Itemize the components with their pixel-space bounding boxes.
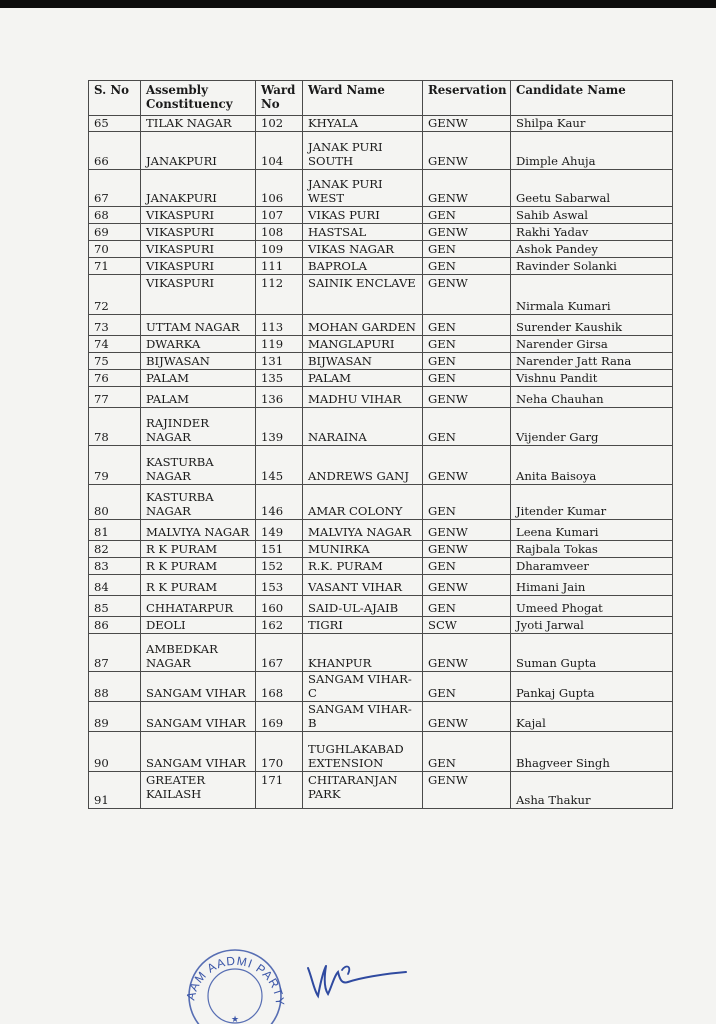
cell-sno: 74 bbox=[89, 336, 141, 353]
cell-candidate: Dharamveer bbox=[511, 558, 673, 575]
cell-ward-no: 152 bbox=[256, 558, 303, 575]
cell-reservation: GEN bbox=[423, 558, 511, 575]
cell-ac: VIKASPURI bbox=[141, 207, 256, 224]
cell-ac: VIKASPURI bbox=[141, 224, 256, 241]
cell-ac: JANAKPURI bbox=[141, 170, 256, 207]
cell-sno: 91 bbox=[89, 772, 141, 809]
cell-sno: 88 bbox=[89, 672, 141, 702]
header-ward-name: Ward Name bbox=[303, 81, 423, 116]
table-row bbox=[89, 634, 673, 672]
cell-candidate: Dimple Ahuja bbox=[511, 132, 673, 170]
header-assembly-constituency: Assembly Constituency bbox=[141, 81, 256, 116]
table-row bbox=[89, 353, 673, 370]
cell-candidate: Vishnu Pandit bbox=[511, 370, 673, 387]
cell-ward-no: 160 bbox=[256, 596, 303, 617]
footer-stamp-area bbox=[180, 944, 440, 1024]
table-row bbox=[89, 732, 673, 772]
cell-reservation: GENW bbox=[423, 575, 511, 596]
cell-ward-no: 111 bbox=[256, 258, 303, 275]
cell-ward-no: 113 bbox=[256, 315, 303, 336]
cell-reservation: GEN bbox=[423, 258, 511, 275]
cell-reservation: GEN bbox=[423, 336, 511, 353]
cell-ward-name: SAID-UL-AJAIB bbox=[303, 596, 423, 617]
table-row bbox=[89, 446, 673, 485]
cell-ward-name: NARAINA bbox=[303, 408, 423, 446]
table-row bbox=[89, 170, 673, 207]
table-row bbox=[89, 575, 673, 596]
cell-candidate: Rajbala Tokas bbox=[511, 541, 673, 558]
cell-reservation: GENW bbox=[423, 132, 511, 170]
cell-ward-no: 149 bbox=[256, 520, 303, 541]
cell-ward-name: MUNIRKA bbox=[303, 541, 423, 558]
table-row bbox=[89, 241, 673, 258]
cell-reservation: GENW bbox=[423, 520, 511, 541]
cell-sno: 84 bbox=[89, 575, 141, 596]
cell-ac: SANGAM VIHAR bbox=[141, 702, 256, 732]
table-header-row bbox=[89, 81, 673, 116]
cell-ac: PALAM bbox=[141, 387, 256, 408]
cell-ward-no: 153 bbox=[256, 575, 303, 596]
cell-ward-name: JANAK PURI SOUTH bbox=[303, 132, 423, 170]
cell-sno: 76 bbox=[89, 370, 141, 387]
cell-candidate: Leena Kumari bbox=[511, 520, 673, 541]
table-row bbox=[89, 258, 673, 275]
cell-sno: 69 bbox=[89, 224, 141, 241]
cell-ward-name: VASANT VIHAR bbox=[303, 575, 423, 596]
cell-reservation: GEN bbox=[423, 353, 511, 370]
cell-sno: 85 bbox=[89, 596, 141, 617]
cell-sno: 75 bbox=[89, 353, 141, 370]
signature-mark bbox=[302, 956, 412, 1006]
cell-ward-name: HASTSAL bbox=[303, 224, 423, 241]
cell-reservation: GENW bbox=[423, 634, 511, 672]
svg-text:AAM AADMI PARTY bbox=[183, 954, 287, 1007]
cell-sno: 87 bbox=[89, 634, 141, 672]
cell-ac: SANGAM VIHAR bbox=[141, 732, 256, 772]
cell-ward-name: MALVIYA NAGAR bbox=[303, 520, 423, 541]
table-row bbox=[89, 207, 673, 224]
cell-reservation: GEN bbox=[423, 315, 511, 336]
cell-ac: SANGAM VIHAR bbox=[141, 672, 256, 702]
cell-ward-name: AMAR COLONY bbox=[303, 485, 423, 520]
table-row bbox=[89, 408, 673, 446]
cell-ac: AMBEDKAR NAGAR bbox=[141, 634, 256, 672]
cell-reservation: GENW bbox=[423, 446, 511, 485]
cell-ward-name: VIKAS NAGAR bbox=[303, 241, 423, 258]
cell-ac: CHHATARPUR bbox=[141, 596, 256, 617]
table-row bbox=[89, 772, 673, 809]
cell-ward-name: BIJWASAN bbox=[303, 353, 423, 370]
cell-ward-name: SAINIK ENCLAVE bbox=[303, 275, 423, 315]
cell-candidate: Himani Jain bbox=[511, 575, 673, 596]
cell-sno: 90 bbox=[89, 732, 141, 772]
cell-ward-name: JANAK PURI WEST bbox=[303, 170, 423, 207]
cell-candidate: Asha Thakur bbox=[511, 772, 673, 809]
table-row bbox=[89, 596, 673, 617]
cell-ward-no: 139 bbox=[256, 408, 303, 446]
cell-reservation: GEN bbox=[423, 207, 511, 224]
cell-reservation: GEN bbox=[423, 241, 511, 258]
cell-ac: R K PURAM bbox=[141, 575, 256, 596]
table-row bbox=[89, 672, 673, 702]
cell-sno: 86 bbox=[89, 617, 141, 634]
table-row bbox=[89, 132, 673, 170]
cell-ward-no: 145 bbox=[256, 446, 303, 485]
cell-sno: 65 bbox=[89, 116, 141, 132]
cell-ward-no: 102 bbox=[256, 116, 303, 132]
cell-ward-name: VIKAS PURI bbox=[303, 207, 423, 224]
cell-candidate: Surender Kaushik bbox=[511, 315, 673, 336]
cell-ward-no: 106 bbox=[256, 170, 303, 207]
cell-sno: 71 bbox=[89, 258, 141, 275]
cell-candidate: Geetu Sabarwal bbox=[511, 170, 673, 207]
table-row bbox=[89, 336, 673, 353]
table-row bbox=[89, 617, 673, 634]
cell-candidate: Jyoti Jarwal bbox=[511, 617, 673, 634]
table-row bbox=[89, 116, 673, 132]
cell-sno: 89 bbox=[89, 702, 141, 732]
cell-sno: 67 bbox=[89, 170, 141, 207]
cell-ward-no: 135 bbox=[256, 370, 303, 387]
cell-ac: DEOLI bbox=[141, 617, 256, 634]
cell-sno: 78 bbox=[89, 408, 141, 446]
cell-reservation: GEN bbox=[423, 370, 511, 387]
table-row bbox=[89, 520, 673, 541]
cell-ward-name: R.K. PURAM bbox=[303, 558, 423, 575]
cell-ac: VIKASPURI bbox=[141, 258, 256, 275]
cell-ward-no: 112 bbox=[256, 275, 303, 315]
cell-ward-name: ANDREWS GANJ bbox=[303, 446, 423, 485]
cell-candidate: Narender Jatt Rana bbox=[511, 353, 673, 370]
table-row bbox=[89, 315, 673, 336]
party-seal-stamp bbox=[180, 944, 290, 1024]
cell-ward-name: BAPROLA bbox=[303, 258, 423, 275]
cell-sno: 80 bbox=[89, 485, 141, 520]
cell-reservation: GENW bbox=[423, 224, 511, 241]
table-row bbox=[89, 387, 673, 408]
cell-ac: BIJWASAN bbox=[141, 353, 256, 370]
cell-ward-name: MANGLAPURI bbox=[303, 336, 423, 353]
cell-reservation: SCW bbox=[423, 617, 511, 634]
cell-ward-no: 109 bbox=[256, 241, 303, 258]
cell-reservation: GEN bbox=[423, 732, 511, 772]
cell-sno: 66 bbox=[89, 132, 141, 170]
table-row bbox=[89, 224, 673, 241]
cell-candidate: Anita Baisoya bbox=[511, 446, 673, 485]
top-dark-strip bbox=[0, 0, 716, 8]
svg-text:★: ★ bbox=[230, 1015, 240, 1024]
table-row bbox=[89, 275, 673, 315]
cell-ward-no: 162 bbox=[256, 617, 303, 634]
cell-ac: KASTURBA NAGAR bbox=[141, 485, 256, 520]
cell-ac: VIKASPURI bbox=[141, 241, 256, 258]
cell-ward-no: 107 bbox=[256, 207, 303, 224]
cell-ac: UTTAM NAGAR bbox=[141, 315, 256, 336]
cell-reservation: GENW bbox=[423, 541, 511, 558]
cell-reservation: GENW bbox=[423, 772, 511, 809]
cell-ward-name: PALAM bbox=[303, 370, 423, 387]
cell-ac: MALVIYA NAGAR bbox=[141, 520, 256, 541]
cell-reservation: GENW bbox=[423, 702, 511, 732]
cell-ward-no: 119 bbox=[256, 336, 303, 353]
cell-candidate: Jitender Kumar bbox=[511, 485, 673, 520]
cell-ac: GREATER KAILASH bbox=[141, 772, 256, 809]
cell-ward-no: 104 bbox=[256, 132, 303, 170]
cell-sno: 70 bbox=[89, 241, 141, 258]
cell-ward-no: 168 bbox=[256, 672, 303, 702]
cell-sno: 68 bbox=[89, 207, 141, 224]
cell-ward-name: MADHU VIHAR bbox=[303, 387, 423, 408]
cell-candidate: Neha Chauhan bbox=[511, 387, 673, 408]
cell-ward-name: KHANPUR bbox=[303, 634, 423, 672]
cell-candidate: Sahib Aswal bbox=[511, 207, 673, 224]
table-row bbox=[89, 370, 673, 387]
cell-ward-no: 136 bbox=[256, 387, 303, 408]
cell-candidate: Ravinder Solanki bbox=[511, 258, 673, 275]
cell-candidate: Bhagveer Singh bbox=[511, 732, 673, 772]
cell-ac: DWARKA bbox=[141, 336, 256, 353]
cell-candidate: Vijender Garg bbox=[511, 408, 673, 446]
cell-reservation: GENW bbox=[423, 116, 511, 132]
cell-ward-no: 167 bbox=[256, 634, 303, 672]
cell-candidate: Umeed Phogat bbox=[511, 596, 673, 617]
cell-ward-no: 146 bbox=[256, 485, 303, 520]
cell-ward-no: 169 bbox=[256, 702, 303, 732]
seal-text: AAM AADMI PARTY bbox=[183, 953, 288, 1007]
cell-ward-no: 131 bbox=[256, 353, 303, 370]
table-row bbox=[89, 702, 673, 732]
cell-sno: 72 bbox=[89, 275, 141, 315]
header-sno: S. No bbox=[89, 81, 141, 116]
cell-sno: 79 bbox=[89, 446, 141, 485]
cell-sno: 82 bbox=[89, 541, 141, 558]
cell-sno: 77 bbox=[89, 387, 141, 408]
cell-ward-no: 151 bbox=[256, 541, 303, 558]
cell-ac: RAJINDER NAGAR bbox=[141, 408, 256, 446]
cell-candidate: Rakhi Yadav bbox=[511, 224, 673, 241]
cell-ward-name: CHITARANJAN PARK bbox=[303, 772, 423, 809]
cell-sno: 81 bbox=[89, 520, 141, 541]
cell-ac: TILAK NAGAR bbox=[141, 116, 256, 132]
cell-ac: JANAKPURI bbox=[141, 132, 256, 170]
cell-reservation: GEN bbox=[423, 485, 511, 520]
cell-ac: R K PURAM bbox=[141, 558, 256, 575]
cell-ac: VIKASPURI bbox=[141, 275, 256, 315]
cell-ward-name: TUGHLAKABAD EXTENSION bbox=[303, 732, 423, 772]
table-row bbox=[89, 558, 673, 575]
cell-candidate: Kajal bbox=[511, 702, 673, 732]
cell-sno: 83 bbox=[89, 558, 141, 575]
cell-reservation: GENW bbox=[423, 275, 511, 315]
cell-ward-no: 171 bbox=[256, 772, 303, 809]
cell-ward-name: SANGAM VIHAR-C bbox=[303, 672, 423, 702]
cell-reservation: GEN bbox=[423, 596, 511, 617]
cell-candidate: Shilpa Kaur bbox=[511, 116, 673, 132]
cell-ac: KASTURBA NAGAR bbox=[141, 446, 256, 485]
cell-ward-no: 170 bbox=[256, 732, 303, 772]
cell-candidate: Suman Gupta bbox=[511, 634, 673, 672]
cell-reservation: GEN bbox=[423, 408, 511, 446]
cell-reservation: GENW bbox=[423, 170, 511, 207]
cell-ward-name: SANGAM VIHAR-B bbox=[303, 702, 423, 732]
header-reservation: Reservation bbox=[423, 81, 511, 116]
cell-ward-no: 108 bbox=[256, 224, 303, 241]
cell-ac: R K PURAM bbox=[141, 541, 256, 558]
table-body bbox=[89, 116, 673, 809]
cell-ward-name: MOHAN GARDEN bbox=[303, 315, 423, 336]
table-row bbox=[89, 541, 673, 558]
cell-candidate: Narender Girsa bbox=[511, 336, 673, 353]
cell-candidate: Nirmala Kumari bbox=[511, 275, 673, 315]
table-row bbox=[89, 485, 673, 520]
candidate-list-table bbox=[88, 80, 673, 809]
cell-ward-name: TIGRI bbox=[303, 617, 423, 634]
cell-reservation: GEN bbox=[423, 672, 511, 702]
cell-sno: 73 bbox=[89, 315, 141, 336]
cell-candidate: Ashok Pandey bbox=[511, 241, 673, 258]
cell-reservation: GENW bbox=[423, 387, 511, 408]
document-page bbox=[88, 80, 672, 809]
header-ward-no: Ward No bbox=[256, 81, 303, 116]
header-candidate-name: Candidate Name bbox=[511, 81, 673, 116]
cell-ward-name: KHYALA bbox=[303, 116, 423, 132]
cell-candidate: Pankaj Gupta bbox=[511, 672, 673, 702]
cell-ac: PALAM bbox=[141, 370, 256, 387]
